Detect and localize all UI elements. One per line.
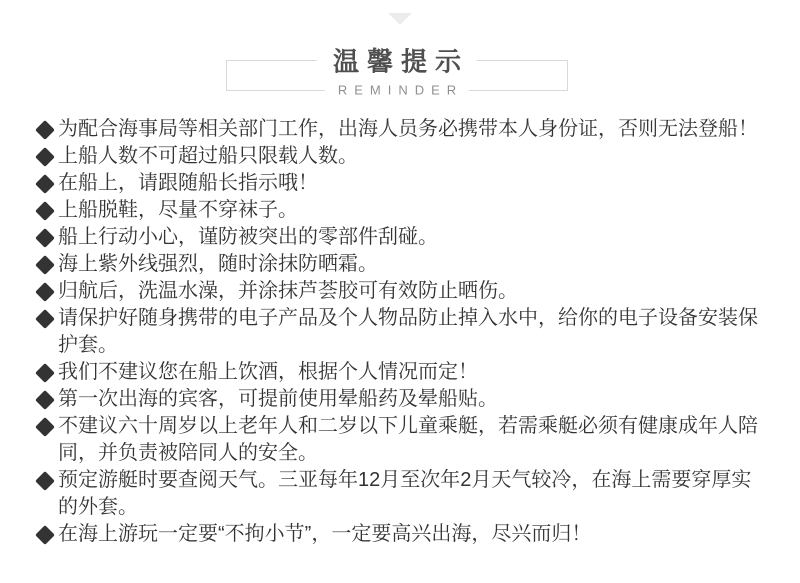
reminder-text: 船上行动小心，谨防被突出的零部件刮碰。 — [58, 226, 438, 248]
reminder-text: 在海上游玩一定要“不拘小节”，一定要高兴出海，尽兴而归！ — [58, 523, 592, 545]
diamond-bullet-icon — [35, 224, 55, 251]
diamond-bullet-icon — [35, 305, 55, 332]
reminder-text: 我们不建议您在船上饮酒，根据个人情况而定！ — [58, 361, 478, 383]
reminder-item — [35, 251, 775, 278]
reminder-item — [35, 521, 775, 548]
reminder-text: 在船上，请跟随船长指示哦！ — [58, 172, 318, 194]
diamond-bullet-icon — [35, 278, 55, 305]
reminder-text: 上船人数不可超过船只限载人数。 — [58, 145, 358, 167]
reminder-text: 海上紫外线强烈，随时涂抹防晒霜。 — [58, 253, 378, 275]
reminder-text: 请保护好随身携带的电子产品及个人物品防止掉入水中，给你的电子设备安装保护套。 — [58, 307, 758, 356]
reminder-item — [35, 305, 775, 359]
reminder-item — [35, 413, 775, 467]
diamond-bullet-icon — [35, 143, 55, 170]
diamond-bullet-icon — [35, 116, 55, 143]
reminder-text: 归航后，洗温水澡，并涂抹芦荟胶可有效防止晒伤。 — [58, 280, 518, 302]
reminder-item — [35, 359, 775, 386]
page-subtitle: REMINDER — [325, 83, 469, 98]
reminder-text: 预定游艇时要查阅天气。三亚每年12月至次年2月天气较冷，在海上需要穿厚实的外套。 — [58, 469, 752, 518]
reminder-text: 为配合海事局等相关部门工作，出海人员务必携带本人身份证，否则无法登船！ — [58, 118, 758, 140]
reminder-text: 上船脱鞋，尽量不穿袜子。 — [58, 199, 298, 221]
reminder-item — [35, 197, 775, 224]
diamond-bullet-icon — [35, 170, 55, 197]
reminder-text: 不建议六十周岁以上老年人和二岁以下儿童乘艇，若需乘艇必须有健康成年人陪同，并负责被陪同人的安全。 — [58, 415, 758, 464]
diamond-bullet-icon — [35, 413, 55, 440]
diamond-bullet-icon — [35, 467, 55, 494]
diamond-bullet-icon — [35, 521, 55, 548]
diamond-bullet-icon — [35, 197, 55, 224]
reminder-item — [35, 143, 775, 170]
triangle-down-icon — [388, 13, 412, 25]
page-title: 温馨提示 — [317, 42, 477, 79]
reminder-item — [35, 467, 775, 521]
reminder-item — [35, 386, 775, 413]
reminder-item — [35, 278, 775, 305]
reminder-item — [35, 170, 775, 197]
diamond-bullet-icon — [35, 359, 55, 386]
reminder-text: 第一次出海的宾客，可提前使用晕船药及晕船贴。 — [58, 388, 498, 410]
diamond-bullet-icon — [35, 386, 55, 413]
reminder-list — [35, 116, 775, 548]
reminder-item — [35, 116, 775, 143]
diamond-bullet-icon — [35, 251, 55, 278]
reminder-item — [35, 224, 775, 251]
